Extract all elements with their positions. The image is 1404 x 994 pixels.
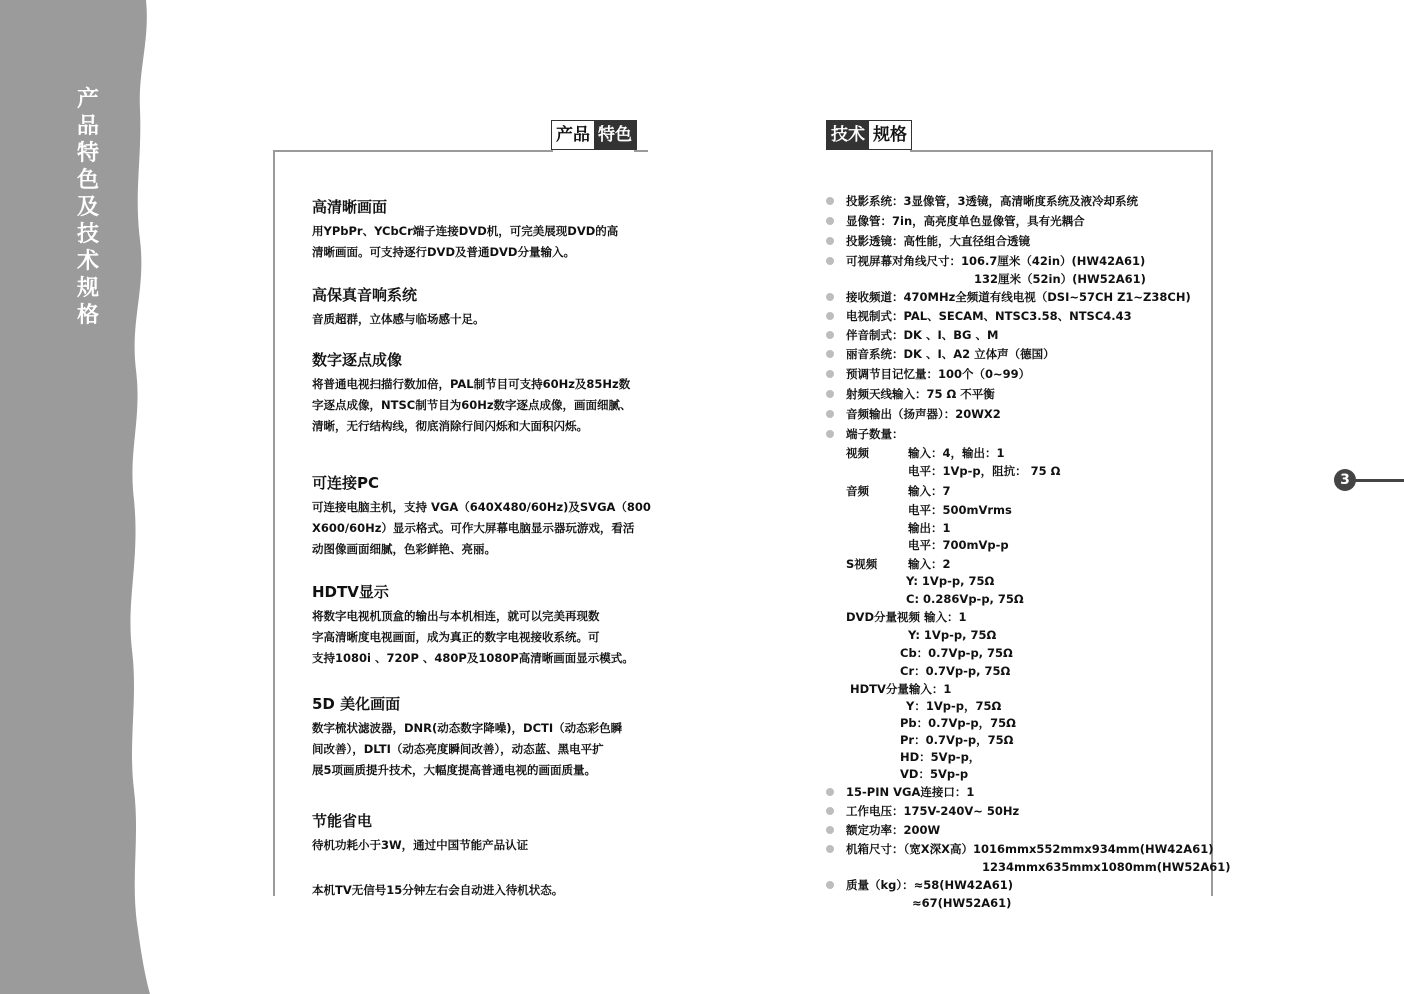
spec-text: 额定功率：200W <box>846 823 941 837</box>
bullet-icon <box>826 881 834 889</box>
spec-text: Pr：0.7Vp-p，75Ω <box>900 733 1014 747</box>
spec-row <box>846 876 1013 894</box>
frame-left <box>273 150 275 896</box>
spec-row <box>982 858 1230 876</box>
bullet-icon <box>826 293 834 301</box>
feature-hd-picture <box>312 196 702 263</box>
spec-text: 机箱尺寸：（宽X深X高）1016mmx552mmx934mm(HW42A61) <box>846 842 1214 856</box>
feature-pc-connect <box>312 472 702 560</box>
bullet-icon <box>826 410 834 418</box>
bullet-icon <box>826 257 834 265</box>
feature-hifi-audio <box>312 284 702 330</box>
spec-text: VD：5Vp-p <box>900 767 969 781</box>
feature-title: 高保真音响系统 <box>312 286 418 304</box>
feature-line: 数字梳状滤波器，DNR(动态数字降噪)，DCTI（动态彩色瞬 <box>312 721 623 735</box>
spec-row <box>846 212 1085 230</box>
feature-title: HDTV显示 <box>312 583 389 601</box>
feature-line: 字高清晰度电视画面，成为真正的数字电视接收系统。可 <box>312 630 600 644</box>
feature-line: 展5项画质提升技术，大幅度提高普通电视的画面质量。 <box>312 763 596 777</box>
spec-io-count: 输入：4，输出：1 <box>908 446 1005 460</box>
spec-row <box>846 385 995 403</box>
sidebar-title-char: 品 <box>76 114 99 139</box>
spec-row <box>846 192 1138 210</box>
standby-note-text: 本机TV无信号15分钟左右会自动进入待机状态。 <box>312 883 564 897</box>
spec-row <box>846 444 869 462</box>
spec-row <box>846 783 974 801</box>
feature-line: 可连接电脑主机，支持 VGA（640X480/60Hz)及SVGA（800 <box>312 500 651 514</box>
feature-line: 将数字电视机顶盒的输出与本机相连，就可以完美再现数 <box>312 609 600 623</box>
feature-title: 节能省电 <box>312 812 373 830</box>
spec-text: 电平：500mVrms <box>908 503 1012 517</box>
spec-row <box>908 501 1012 519</box>
spec-row <box>846 482 869 500</box>
spec-row <box>846 252 1145 270</box>
specs-tag <box>826 120 912 150</box>
spec-row <box>846 326 998 344</box>
spec-io-count: 输入：2 <box>908 557 951 571</box>
bullet-icon <box>826 845 834 853</box>
spec-row <box>900 644 1013 662</box>
spec-text: C: 0.286Vp-p, 75Ω <box>906 592 1024 606</box>
sidebar-title-char: 技 <box>76 222 99 247</box>
spec-text: 接收频道：470MHz全频道有线电视（DSI~57CH Z1~Z38CH) <box>846 290 1191 304</box>
feature-line: 音质超群，立体感与临场感十足。 <box>312 312 485 326</box>
bullet-icon <box>826 331 834 339</box>
bullet-icon <box>826 350 834 358</box>
spec-row <box>846 802 1019 820</box>
spec-text: Cb：0.7Vp-p, 75Ω <box>900 646 1013 660</box>
bullet-icon <box>826 370 834 378</box>
spec-text: HDTV分量输入：1 <box>850 682 952 696</box>
spec-row <box>846 288 1191 306</box>
spec-text: 132厘米（52in）(HW52A61) <box>974 272 1146 286</box>
spec-text: 15-PIN VGA连接口：1 <box>846 785 975 799</box>
feature-title: 5D 美化画面 <box>312 695 401 713</box>
spec-row <box>900 748 980 766</box>
bullet-icon <box>826 197 834 205</box>
spec-row <box>906 697 1001 715</box>
sidebar-title <box>70 86 106 329</box>
feature-line: 将普通电视扫描行数加倍，PAL制节目可支持60Hz及85Hz数 <box>312 377 631 391</box>
spec-text: 质量（kg）：≈58(HW42A61) <box>846 878 1013 892</box>
features-tag-part2: 特色 <box>594 121 636 149</box>
feature-title: 数字逐点成像 <box>312 351 403 369</box>
spec-row <box>846 307 1132 325</box>
features-tag-part1: 产品 <box>552 121 594 149</box>
bullet-icon <box>826 217 834 225</box>
feature-line: 清晰，无行结构线，彻底消除行间闪烁和大面积闪烁。 <box>312 419 588 433</box>
bullet-icon <box>826 826 834 834</box>
spec-row <box>908 462 1060 480</box>
feature-energy-saving <box>312 810 702 856</box>
page-number-badge: 3 <box>1334 469 1356 491</box>
feature-line: 支持1080i 、720P 、480P及1080P高清晰画面显示模式。 <box>312 651 634 665</box>
sidebar-title-char: 色 <box>76 168 99 193</box>
spec-row <box>900 714 1016 732</box>
spec-row <box>906 590 1024 608</box>
feature-line: 清晰画面。可支持逐行DVD及普通DVD分量输入。 <box>312 245 575 259</box>
spec-row <box>900 731 1013 749</box>
spec-text: 投影系统：3显像管，3透镜，高清晰度系统及液冷却系统 <box>846 194 1139 208</box>
standby-note <box>312 880 702 901</box>
spec-text: 工作电压：175V-240V~ 50Hz <box>846 804 1020 818</box>
spec-row <box>846 608 967 626</box>
spec-text: Y：1Vp-p，75Ω <box>906 699 1002 713</box>
sidebar <box>0 0 170 994</box>
spec-text: S视频 <box>846 557 878 571</box>
spec-row <box>850 680 951 698</box>
spec-text: 射频天线输入：75 Ω 不平衡 <box>846 387 995 401</box>
feature-line: 用YPbPr、YCbCr端子连接DVD机，可完美展现DVD的高 <box>312 224 619 238</box>
spec-text: 丽音系统：DK 、I、A2 立体声（德国） <box>846 347 1055 361</box>
spec-text: HD：5Vp-p， <box>900 750 981 764</box>
spec-text: DVD分量视频 输入：1 <box>846 610 967 624</box>
spec-io-count: 输入：7 <box>908 484 951 498</box>
bullet-icon <box>826 390 834 398</box>
spec-text: 视频 <box>846 446 869 460</box>
spec-text: 音频 <box>846 484 869 498</box>
sidebar-title-char: 术 <box>76 249 99 274</box>
features-tag <box>551 120 637 150</box>
spec-text: 电平：700mVp-p <box>908 538 1009 552</box>
spec-text: 音频输出（扬声器）：20WX2 <box>846 407 1001 421</box>
spec-row <box>846 821 940 839</box>
spec-row <box>912 894 1011 912</box>
bullet-icon <box>826 807 834 815</box>
sidebar-title-char: 特 <box>76 141 99 166</box>
bullet-icon <box>826 312 834 320</box>
frame-top-right <box>910 150 1213 152</box>
sidebar-title-char: 及 <box>76 195 99 220</box>
spec-row <box>900 662 1010 680</box>
spec-row <box>846 232 1030 250</box>
spec-row <box>846 425 904 443</box>
spec-row <box>846 345 1055 363</box>
spec-text: ≈67(HW52A61) <box>912 896 1012 910</box>
feature-title: 可连接PC <box>312 474 380 492</box>
feature-line: X600/60Hz）显示格式。可作大屏幕电脑显示器玩游戏，看活 <box>312 521 635 535</box>
spec-text: 可视屏幕对角线尺寸：106.7厘米（42in）(HW42A61) <box>846 254 1146 268</box>
feature-line: 间改善），DLTI（动态亮度瞬间改善），动态蓝、黑电平扩 <box>312 742 604 756</box>
spec-text: 电平：1Vp-p，阻抗： 75 Ω <box>908 464 1061 478</box>
spec-row <box>846 405 1001 423</box>
spec-text: 投影透镜：高性能，大直径组合透镜 <box>846 234 1030 248</box>
feature-hdtv <box>312 581 702 669</box>
spec-row <box>974 270 1146 288</box>
bullet-icon <box>826 237 834 245</box>
page-number-line <box>1355 479 1404 482</box>
sidebar-title-char: 规 <box>76 276 99 301</box>
spec-row <box>846 840 1213 858</box>
spec-text: 预调节目记忆量：100个（0~99） <box>846 367 1031 381</box>
spec-text: Y: 1Vp-p, 75Ω <box>908 628 997 642</box>
specs-tag-part1: 技术 <box>827 121 869 149</box>
spec-text: 显像管：7in，高亮度单色显像管，具有光耦合 <box>846 214 1085 228</box>
spec-row <box>908 519 951 537</box>
spec-text: 电视制式：PAL、SECAM、NTSC3.58、NTSC4.43 <box>846 309 1132 323</box>
spec-text: 端子数量： <box>846 427 904 441</box>
spec-row <box>846 555 877 573</box>
spec-text: 输出：1 <box>908 521 951 535</box>
feature-line: 待机功耗小于3W，通过中国节能产品认证 <box>312 838 529 852</box>
feature-5d-enhance <box>312 693 702 781</box>
frame-top-left-end <box>634 150 648 152</box>
feature-line: 动图像画面细腻，色彩鲜艳、亮丽。 <box>312 542 496 556</box>
sidebar-title-char: 格 <box>76 303 99 328</box>
spec-text: Y: 1Vp-p, 75Ω <box>906 574 995 588</box>
frame-right <box>1211 150 1213 896</box>
spec-text: Pb：0.7Vp-p，75Ω <box>900 716 1016 730</box>
sidebar-title-char: 产 <box>76 87 99 112</box>
spec-row <box>908 536 1009 554</box>
specs-tag-part2: 规格 <box>869 121 911 149</box>
feature-digital-imaging <box>312 349 702 437</box>
bullet-icon <box>826 788 834 796</box>
spec-text: Cr：0.7Vp-p, 75Ω <box>900 664 1011 678</box>
spec-row <box>900 765 968 783</box>
spec-text: 1234mmx635mmx1080mm(HW52A61) <box>982 860 1231 874</box>
feature-title: 高清晰画面 <box>312 198 388 216</box>
spec-text: 伴音制式：DK 、I、BG 、M <box>846 328 999 342</box>
spec-row <box>906 572 994 590</box>
bullet-icon <box>826 430 834 438</box>
spec-row <box>846 365 1030 383</box>
feature-line: 字逐点成像，NTSC制节目为60Hz数字逐点成像，画面细腻、 <box>312 398 632 412</box>
frame-top-left <box>273 150 553 152</box>
spec-row <box>908 626 996 644</box>
